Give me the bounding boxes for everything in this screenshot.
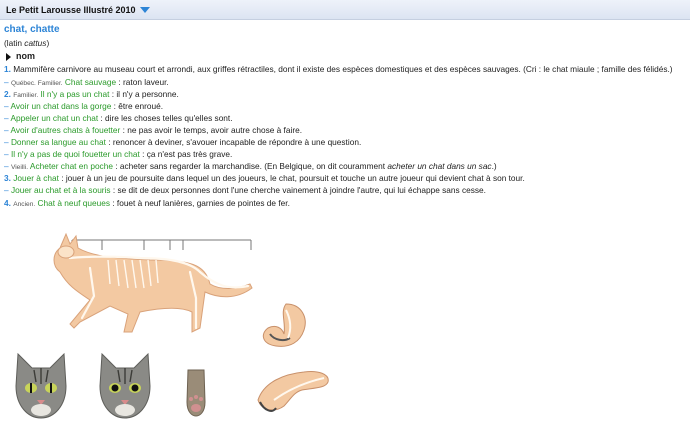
definition-text: : raton laveur. (116, 76, 169, 87)
sub-sense-dash: – (4, 161, 9, 172)
definition-line (4, 173, 684, 185)
definition-text: : fouet à neuf lanières, garnies de pointes de fer. (109, 197, 290, 208)
sub-sense-dash: – (4, 137, 9, 148)
definition-text: : ne pas avoir le temps, avoir autre chose à faire. (120, 124, 302, 135)
idiom-phrase[interactable]: Avoir d'autres chats à fouetter (10, 124, 121, 135)
illustration-area (0, 228, 690, 431)
register-label: Québec. Familier. (10, 79, 63, 87)
sub-sense-dash: – (4, 100, 9, 111)
sub-sense-dash: – (4, 76, 9, 87)
definition-text: : dire les choses telles qu'elles sont. (98, 112, 233, 123)
etymology-suffix: ) (46, 38, 50, 48)
definition-line (4, 185, 684, 197)
dictionary-dropdown-icon[interactable] (140, 7, 150, 13)
idiom-phrase[interactable]: Il n'y a pas de quoi fouetter un chat (10, 149, 140, 160)
cat-skeleton-illustration (40, 228, 260, 340)
definition-text: : ça n'est pas très grave. (139, 149, 233, 160)
definition-text: Mammifère carnivore au museau court et arrondi, aux griffes rétractiles, dont il existe des espèces domestiques et des espèces sauvages. (Cri : le chat miaule ; famille des félidés.) (13, 64, 673, 75)
dictionary-title: Le Petit Larousse Illustré 2010 (6, 4, 136, 15)
register-label: Familier. (13, 91, 39, 99)
definition-line (4, 77, 684, 89)
expand-triangle-icon[interactable] (6, 53, 11, 61)
idiom-phrase[interactable]: Il n'y a pas un chat (40, 88, 110, 99)
definition-line (4, 161, 684, 173)
definition-line (4, 89, 684, 101)
definition-line (4, 101, 684, 113)
sense-number: 1. (4, 64, 11, 75)
etymology-word: cattus (24, 38, 47, 48)
italic-example: acheter un chat dans un sac (387, 161, 492, 172)
definition-list (4, 64, 684, 209)
etymology-prefix: (latin (4, 38, 25, 48)
entry-content (4, 22, 684, 210)
sense-number: 3. (4, 173, 11, 184)
definition-line (4, 64, 684, 76)
register-label: Ancien. (13, 200, 36, 208)
etymology (4, 38, 684, 49)
definition-text: : renoncer à deviner, s'avouer incapable de répondre à une question. (105, 137, 362, 148)
definition-line (4, 137, 684, 149)
sense-number: 4. (4, 197, 11, 208)
idiom-phrase[interactable]: Jouer à chat (13, 173, 59, 184)
part-of-speech-row (4, 51, 684, 63)
idiom-phrase[interactable]: Chat à neuf queues (37, 197, 110, 208)
definition-line (4, 125, 684, 137)
definition-line (4, 149, 684, 161)
idiom-phrase[interactable]: Jouer au chat et à la souris (10, 185, 111, 196)
definition-text: : il n'y a personne. (109, 88, 179, 99)
idiom-phrase[interactable]: Appeler un chat un chat (10, 112, 99, 123)
register-label: Vieilli. (10, 164, 29, 172)
cat-face-day-pupil (12, 350, 70, 420)
sub-sense-dash: – (4, 185, 9, 196)
cat-paw-illustration (184, 368, 208, 418)
definition-line (4, 198, 684, 210)
idiom-phrase[interactable]: Avoir un chat dans la gorge (10, 100, 112, 111)
idiom-phrase[interactable]: Donner sa langue au chat (10, 137, 106, 148)
definition-text: : se dit de deux personnes dont l'une cherche vainement à joindre l'autre, qui lui échappe sans cesse. (110, 185, 486, 196)
definition-text: : être enroué. (111, 100, 164, 111)
headword: chat, chatte (4, 24, 60, 35)
part-of-speech: nom (16, 50, 35, 61)
definition-text: : jouer à un jeu de poursuite dans lequel un des joueurs, le chat, poursuit et touche un autre joueur qui devient chat à son tour. (58, 173, 525, 184)
cat-face-night-pupil (96, 350, 154, 420)
dictionary-header (0, 0, 690, 20)
definition-text: : acheter sans regarder la marchandise. (En Belgique, on dit couramment (112, 161, 388, 172)
definition-tail: .) (491, 161, 497, 172)
idiom-phrase[interactable]: Acheter chat en poche (29, 161, 113, 172)
sub-sense-dash: – (4, 149, 9, 160)
retracted-claw-illustration (256, 300, 316, 354)
sub-sense-dash: – (4, 124, 9, 135)
extended-claw-illustration (254, 360, 334, 418)
idiom-phrase[interactable]: Chat sauvage (64, 76, 117, 87)
sense-number: 2. (4, 88, 11, 99)
sub-sense-dash: – (4, 112, 9, 123)
definition-line (4, 113, 684, 125)
